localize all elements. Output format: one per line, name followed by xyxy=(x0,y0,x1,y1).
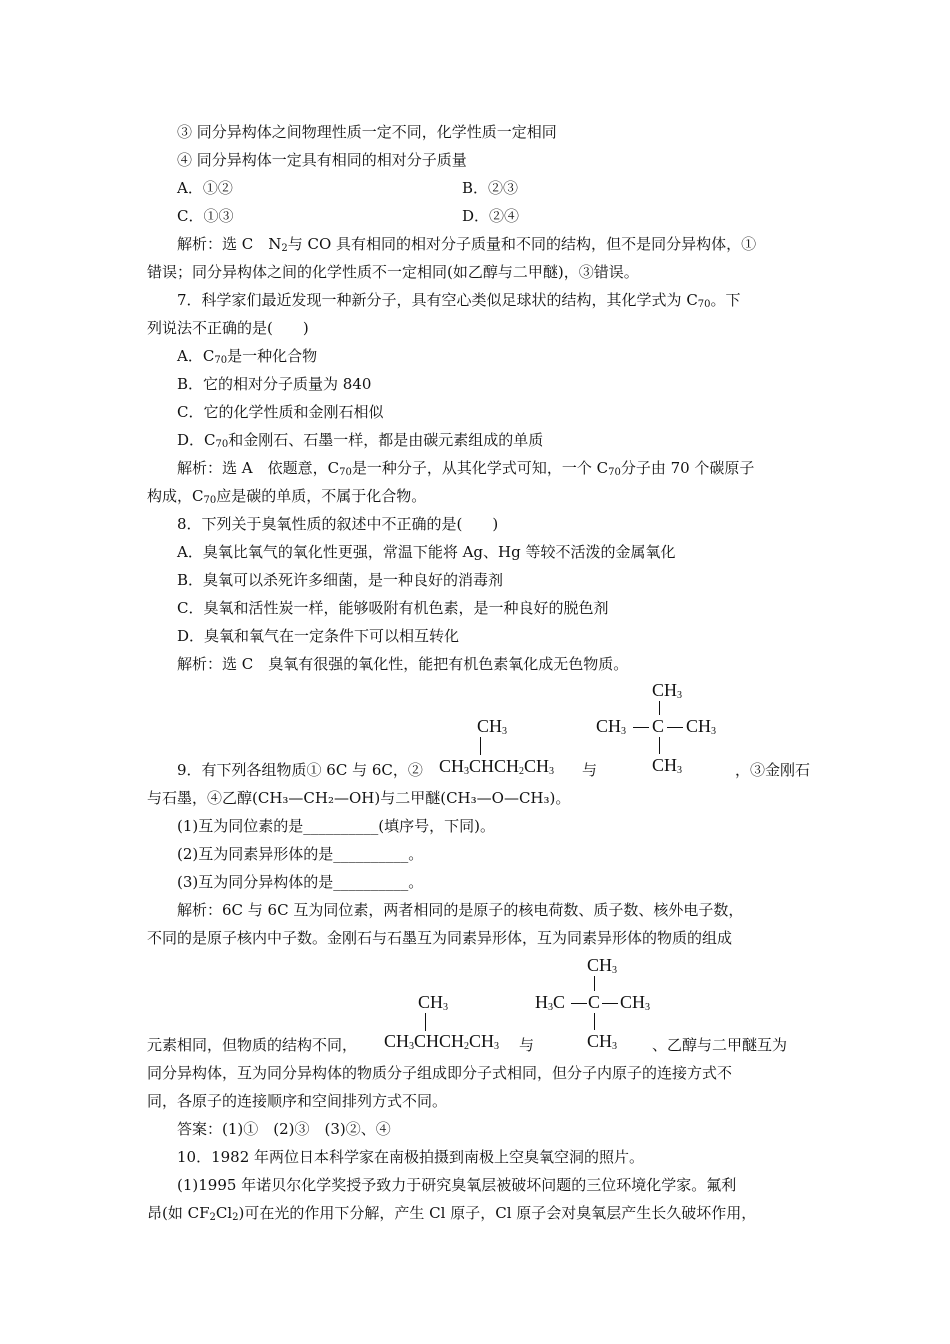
methyl-left: $CH_3$ xyxy=(596,716,627,737)
methyl-right: $CH_3$ xyxy=(620,992,651,1013)
q9-answer-line3-part3: 、乙醇与二甲醚互为 xyxy=(652,1036,788,1054)
q10-sub1-line1: (1)1995 年诺贝尔化学奖授予致力于研究臭氧层被破坏问题的三位环境化学家。氟利 xyxy=(177,1176,737,1194)
q9-sub3: (3)互为同分异构体的是__________。 xyxy=(177,873,424,891)
statement-3: ③ 同分异构体之间物理性质一定不同，化学性质一定相同 xyxy=(177,123,557,141)
q8-stem: 8．下列关于臭氧性质的叙述中不正确的是( ) xyxy=(177,515,499,533)
methyl-top: $CH_3$ xyxy=(652,680,683,701)
bond-line xyxy=(480,737,481,755)
q6-option-d: D．②④ xyxy=(462,207,520,225)
q7-answer-line1: 解析：选 A 依题意，$C_{70}$是一种分子，从其化学式可知，一个 $C_{70}$分子由 70 个碳原子 xyxy=(177,459,755,478)
q6-answer-line2: 错误；同分异构体之间的化学性质不一定相同(如乙醇与二甲醚)，③错误。 xyxy=(147,263,639,281)
q8-answer: 解析：选 C 臭氧有很强的氧化性，能把有机色素氧化成无色物质。 xyxy=(177,655,629,673)
q7-stem-line2: 列说法不正确的是( ) xyxy=(147,319,309,337)
bond-line xyxy=(594,1013,595,1030)
methyl-top: $CH_3$ xyxy=(587,955,618,976)
q10-sub1-line2: 昂(如 $CF_2Cl_2$)可在光的作用下分解，产生 Cl 原子，Cl 原子会对臭氧层产生长久破坏作用， xyxy=(147,1204,757,1223)
bond-line xyxy=(594,976,595,991)
q9-answer-line4: 同分异构体，互为同分异构体的物质分子组成即分子式相同，但分子内原子的连接方式不 xyxy=(147,1064,733,1082)
bond-line xyxy=(667,727,683,728)
q9-final-answer: 答案：(1)① (2)③ (3)②、④ xyxy=(177,1120,391,1138)
q8-option-c: C．臭氧和活性炭一样，能够吸附有机色素，是一种良好的脱色剂 xyxy=(177,599,609,617)
q7-answer-line2: 构成，$C_{70}$应是碳的单质，不属于化合物。 xyxy=(147,487,427,506)
q7-option-b: B．它的相对分子质量为 840 xyxy=(177,375,372,393)
q9-answer-line5: 同，各原子的连接顺序和空间排列方式不同。 xyxy=(147,1092,448,1110)
methyl-left: $H_3C$ xyxy=(535,992,566,1013)
q6-option-b: B．②③ xyxy=(462,179,519,197)
q7-stem-line1: 7．科学家们最近发现一种新分子，具有空心类似足球状的结构，其化学式为 $C_{70}$。下 xyxy=(177,291,741,310)
methyl-bottom: $CH_3$ xyxy=(587,1031,618,1052)
methyl-branch: $CH_3$ xyxy=(477,716,508,737)
methyl-bottom: $CH_3$ xyxy=(652,755,683,776)
q8-option-b: B．臭氧可以杀死许多细菌，是一种良好的消毒剂 xyxy=(177,571,504,589)
q7-option-a: A．$C_{70}$是一种化合物 xyxy=(177,347,318,366)
q7-option-d: D．$C_{70}$和金刚石、石墨一样，都是由碳元素组成的单质 xyxy=(177,431,544,450)
statement-4: ④ 同分异构体一定具有相同的相对分子质量 xyxy=(177,151,467,169)
bond-line xyxy=(602,1003,618,1004)
methyl-branch: $CH_3$ xyxy=(418,992,449,1013)
main-chain: $CH_3CHCH_2CH_3$ xyxy=(384,1031,500,1052)
bond-line xyxy=(633,727,649,728)
bond-line xyxy=(425,1013,426,1031)
q9-stem-line2: 与石墨，④乙醇(CH₃—CH₂—OH)与二甲醚(CH₃—O—CH₃)。 xyxy=(147,789,571,807)
q6-option-c: C．①③ xyxy=(177,207,234,225)
q9-answer-line3-part2: 与 xyxy=(519,1036,535,1054)
q9-answer-line1: 解析：6C 与 6C 互为同位素，两者相同的是原子的核电荷数、质子数、核外电子数， xyxy=(177,901,744,919)
q9-answer-line3-part1: 元素相同，但物质的结构不同， xyxy=(147,1036,358,1054)
central-carbon: C xyxy=(652,716,665,736)
bond-line xyxy=(659,701,660,715)
q8-option-d: D．臭氧和氧气在一定条件下可以相互转化 xyxy=(177,627,460,645)
q9-sub1: (1)互为同位素的是__________(填序号，下同)。 xyxy=(177,817,495,835)
q9-stem-part3: ，③金刚石 xyxy=(735,761,811,779)
q6-option-a: A．①② xyxy=(177,179,233,197)
q7-option-c: C．它的化学性质和金刚石相似 xyxy=(177,403,384,421)
q9-sub2: (2)互为同素异形体的是__________。 xyxy=(177,845,424,863)
q9-answer-line2: 不同的是原子核内中子数。金刚石与石墨互为同素异形体，互为同素异形体的物质的组成 xyxy=(147,929,733,947)
q9-stem-part2: 与 xyxy=(582,761,598,779)
main-chain: $CH_3CHCH_2CH_3$ xyxy=(439,756,555,777)
bond-line xyxy=(571,1003,587,1004)
q9-stem-part1: 9．有下列各组物质① 6C 与 6C，② xyxy=(177,761,423,779)
q10-stem: 10．1982 年两位日本科学家在南极拍摄到南极上空臭氧空洞的照片。 xyxy=(177,1148,645,1166)
central-carbon: C xyxy=(588,992,601,1012)
methyl-right: $CH_3$ xyxy=(686,716,717,737)
q8-option-a: A．臭氧比氧气的氧化性更强，常温下能将 Ag、Hg 等较不活泼的金属氧化 xyxy=(177,543,676,561)
bond-line xyxy=(659,737,660,754)
q6-answer-line1: 解析：选 C $N_2$与 CO 具有相同的相对分子质量和不同的结构，但不是同分异构体，① xyxy=(177,235,757,254)
